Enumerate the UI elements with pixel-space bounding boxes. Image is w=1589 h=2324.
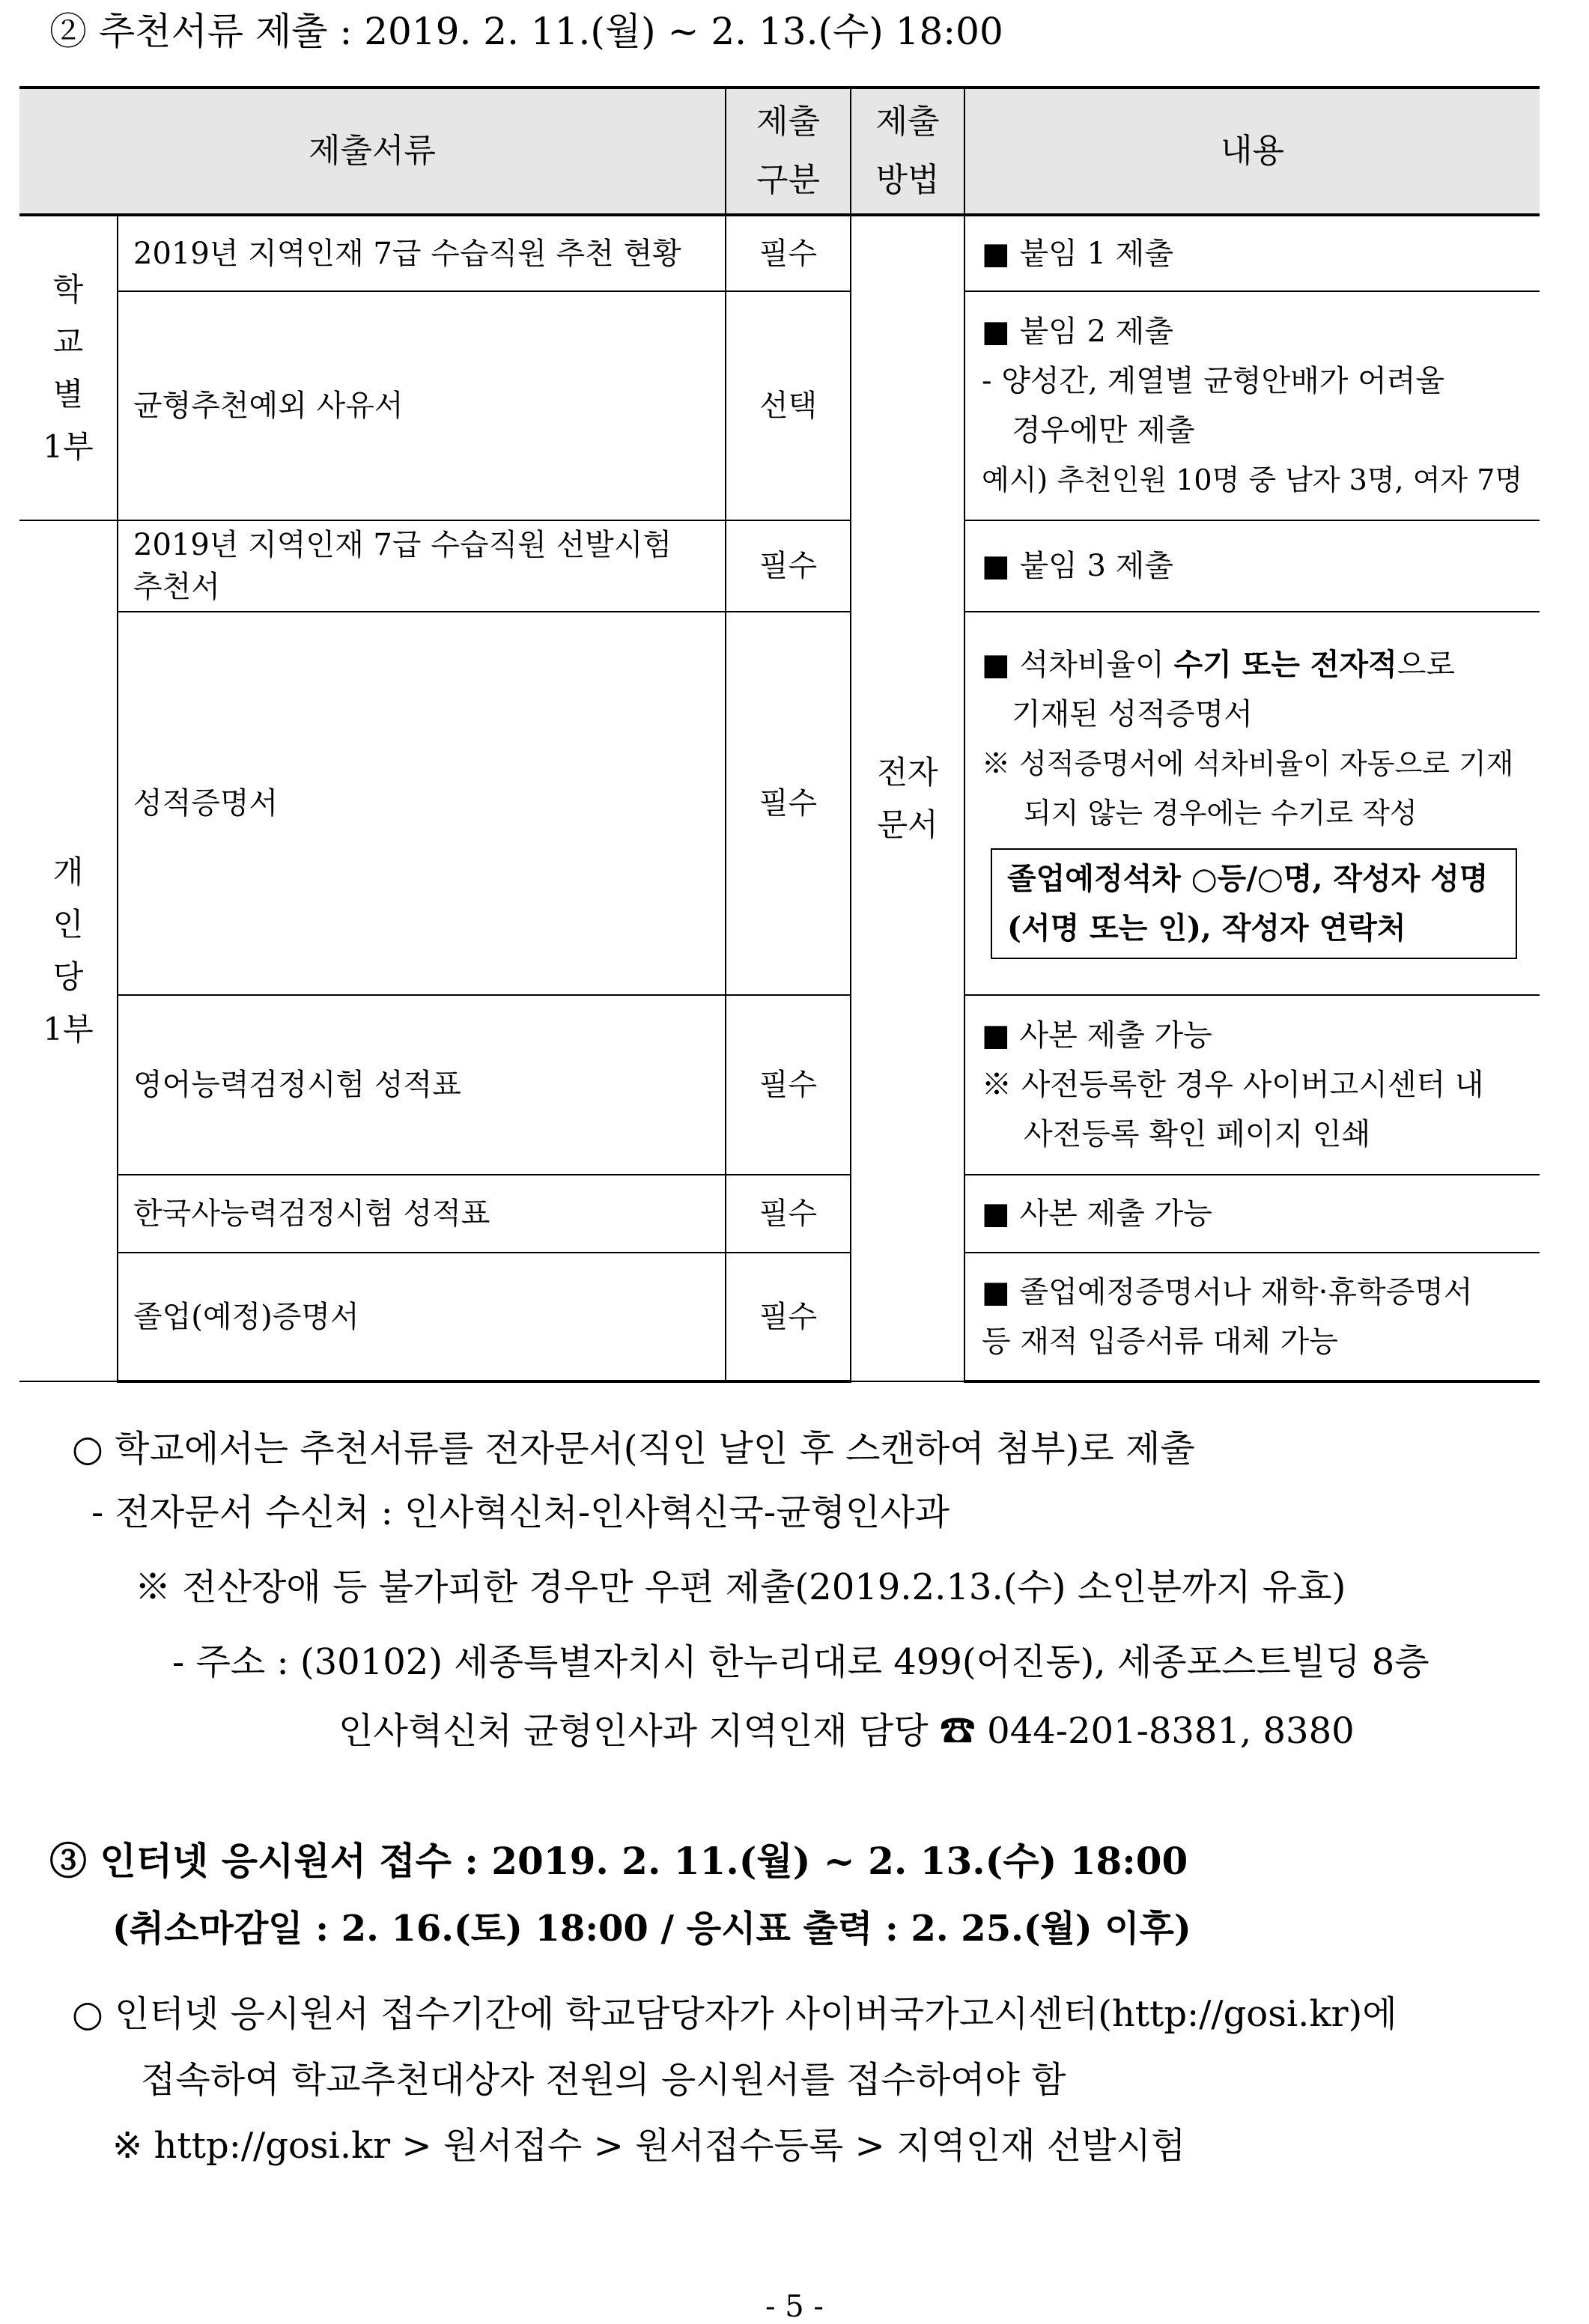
submission-method: 전자 문서 [851, 215, 964, 1381]
submission-type: 필수 [726, 995, 851, 1175]
submission-type: 필수 [726, 520, 851, 612]
online-application-note: ○ 인터넷 응시원서 접수기간에 학교담당자가 사이버국가고시센터(http://gosi.kr)에 [72, 1993, 1397, 2035]
document-content: ■ 졸업예정증명서나 재학·휴학증명서 등 재적 입증서류 대체 가능 [964, 1253, 1540, 1381]
section-3-subtitle: (취소마감일 : 2. 16.(토) 18:00 / 응시표 출력 : 2. 25.(월) 이후) [112, 1908, 1191, 1950]
document-name: 균형추천예외 사유서 [118, 291, 726, 520]
document-name: 2019년 지역인재 7급 수습직원 추천 현황 [118, 215, 726, 291]
document-content: ■ 사본 제출 가능 [964, 1175, 1540, 1253]
graduation-rank-note-box: 졸업예정석차 ○등/○명, 작성자 성명 (서명 또는 인), 작성자 연락처 [991, 848, 1517, 959]
table-row [19, 612, 1540, 995]
electronic-submission-note: ○ 학교에서는 추천서류를 전자문서(직인 날인 후 스캔하여 첨부)로 제출 [72, 1428, 1195, 1470]
document-content: ■ 사본 제출 가능 ※ 사전등록한 경우 사이버고시센터 내 사전등록 확인 페이지 인쇄 [964, 995, 1540, 1175]
section-2-title: ② 추천서류 제출 : 2019. 2. 11.(월) ~ 2. 13.(수) 18:00 [49, 10, 1003, 53]
header-method: 제출 방법 [851, 88, 964, 215]
document-name: 성적증명서 [118, 612, 726, 995]
submission-type: 필수 [726, 612, 851, 995]
document-content: ■ 붙임 1 제출 [964, 215, 1540, 291]
document-name: 영어능력검정시험 성적표 [118, 995, 726, 1175]
submission-documents-table [19, 86, 1540, 1383]
header-content: 내용 [964, 88, 1540, 215]
table-header-row [19, 88, 1540, 215]
document-name: 2019년 지역인재 7급 수습직원 선발시험 추천서 [118, 520, 726, 612]
electronic-recipient-note: - 전자문서 수신처 : 인사혁신처-인사혁신국-균형인사과 [91, 1491, 950, 1533]
page-number: - 5 - [765, 2290, 824, 2324]
online-application-note-cont: 접속하여 학교추천대상자 전원의 응시원서를 접수하여야 함 [141, 2059, 1066, 2101]
table-row [19, 291, 1540, 520]
contact-info: 인사혁신처 균형인사과 지역인재 담당 ☎ 044-201-8381, 8380 [338, 1710, 1355, 1752]
submission-type: 필수 [726, 1253, 851, 1381]
mailing-address: - 주소 : (30102) 세종특별자치시 한누리대로 499(어진동), 세종포스트빌딩 8층 [172, 1641, 1430, 1683]
header-documents: 제출서류 [19, 88, 726, 215]
gosi-navigation-path: ※ http://gosi.kr > 원서접수 > 원서접수등록 > 지역인재 선발시험 [112, 2125, 1186, 2167]
document-name: 졸업(예정)증명서 [118, 1253, 726, 1381]
header-type: 제출 구분 [726, 88, 851, 215]
document-content: ■ 붙임 3 제출 [964, 520, 1540, 612]
group-school: 학 교 별 1부 [19, 215, 118, 520]
section-3-title: ③ 인터넷 응시원서 접수 : 2019. 2. 11.(월) ~ 2. 13.(수) 18:00 [49, 1839, 1188, 1883]
postal-submission-note: ※ 전산장애 등 불가피한 경우만 우편 제출(2019.2.13.(수) 소인분까지 유효) [135, 1566, 1346, 1608]
submission-type: 필수 [726, 215, 851, 291]
group-individual: 개 인 당 1부 [19, 520, 118, 1381]
table-row [19, 215, 1540, 291]
submission-type: 선택 [726, 291, 851, 520]
table-row [19, 1253, 1540, 1381]
document-content: ■ 석차비율이 수기 또는 전자적으로 기재된 성적증명서 ※ 성적증명서에 석차비율이 자동으로 기재 되지 않는 경우에는 수기로 작성 졸업예정석차 ○등/○명, 작성자 성명 (서명 또는 인), 작성자 연락처 [964, 612, 1540, 995]
submission-type: 필수 [726, 1175, 851, 1253]
table-row [19, 995, 1540, 1175]
document-name: 한국사능력검정시험 성적표 [118, 1175, 726, 1253]
document-content: ■ 붙임 2 제출 - 양성간, 계열별 균형안배가 어려울 경우에만 제출 예시) 추천인원 10명 중 남자 3명, 여자 7명 [964, 291, 1540, 520]
table-row [19, 1175, 1540, 1253]
table-row [19, 520, 1540, 612]
